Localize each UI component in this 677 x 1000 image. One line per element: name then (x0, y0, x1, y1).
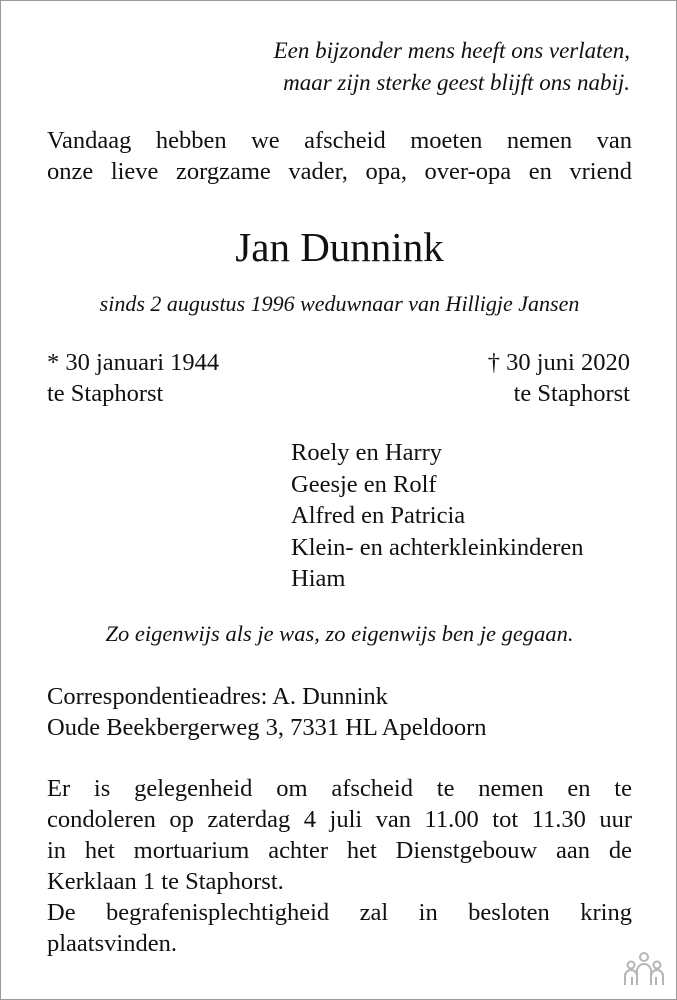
correspondence-address (47, 681, 487, 743)
details-line: Kerklaan 1 te Staphorst. (47, 868, 284, 895)
details-line: condoleren op zaterdag 4 juli van 11.00 tot 11.30 uur (47, 806, 632, 833)
deceased-name: Jan Dunnink (235, 224, 444, 270)
death-info (488, 347, 630, 409)
motto-line-2: maar zijn sterke geest blijft ons nabij. (283, 70, 630, 95)
people-group-icon (622, 951, 666, 987)
details-line: in het mortuarium achter het Dienstgebouw aan de (47, 837, 632, 864)
details-line: plaatsvinden. (47, 930, 177, 957)
family-member: Roely en Harry (291, 439, 443, 466)
details-line: De begrafenisplechtigheid zal in besloten kring (47, 899, 632, 926)
birth-info (47, 347, 219, 409)
widower-subtitle: sinds 2 augustus 1996 weduwnaar van Hilligje Jansen (99, 291, 580, 316)
birth-date: * 30 januari 1944 (47, 349, 220, 376)
family-member: Klein- en achterkleinkinderen (291, 533, 584, 561)
family-member: Geesje en Rolf (291, 470, 437, 498)
intro-text (47, 125, 632, 187)
birth-place: te Staphorst (47, 380, 164, 407)
funeral-details (47, 773, 632, 959)
correspondence-line-2: Oude Beekbergerweg 3, 7331 HL Apeldoorn (47, 714, 487, 741)
intro-line-2: onze lieve zorgzame vader, opa, over-opa en vriend (47, 158, 632, 185)
motto (274, 35, 630, 99)
family-member: Alfred en Patricia (291, 502, 466, 529)
family-list (291, 437, 584, 595)
family-member: Hiam (291, 565, 346, 592)
motto-line-1: Een bijzonder mens heeft ons verlaten, (273, 38, 630, 63)
closing-quote: Zo eigenwijs als je was, zo eigenwijs ben je gegaan. (105, 621, 574, 646)
death-place: te Staphorst (513, 380, 630, 407)
death-date: † 30 juni 2020 (487, 349, 630, 376)
correspondence-line-1: Correspondentieadres: A. Dunnink (47, 683, 388, 710)
details-line: Er is gelegenheid om afscheid te nemen en te (47, 775, 632, 802)
intro-line-1: Vandaag hebben we afscheid moeten nemen van (47, 127, 632, 154)
